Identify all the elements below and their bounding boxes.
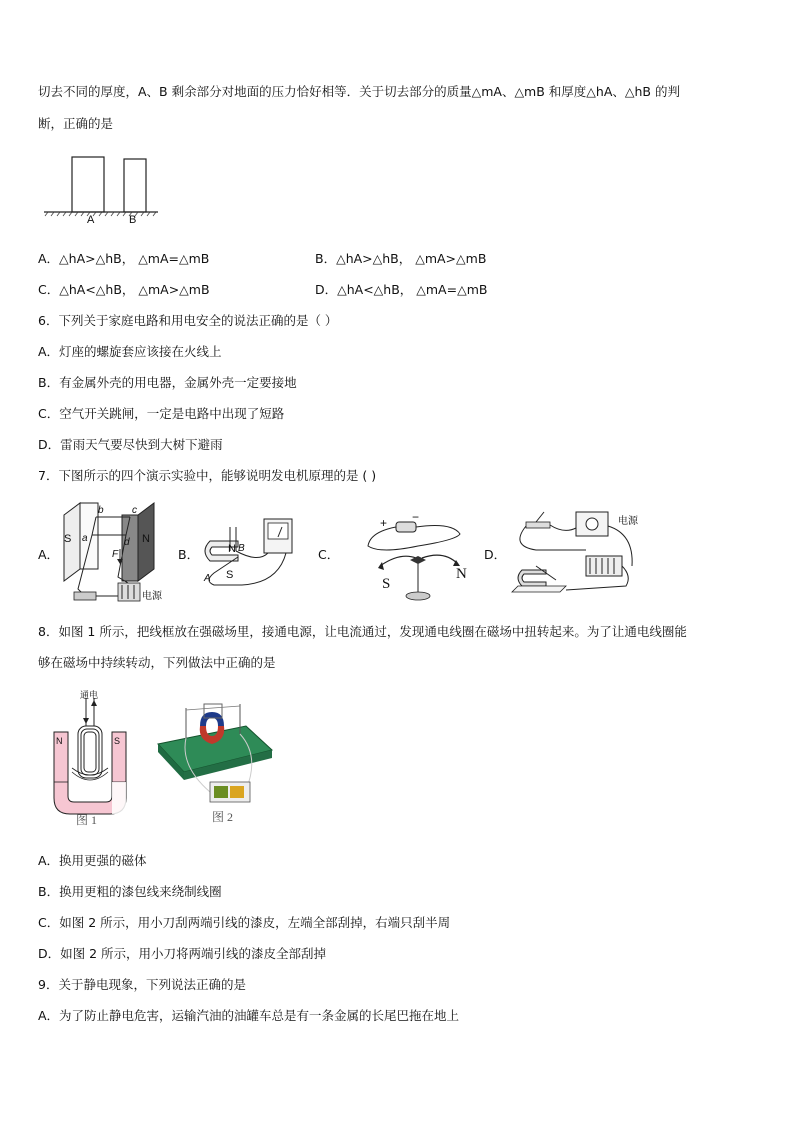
fig-c-minus: − — [412, 510, 420, 524]
q7-option-a-label[interactable]: A． — [38, 547, 60, 562]
q8-option-c[interactable]: C．如图 2 所示，用小刀刮两端引线的漆皮，左端全部刮掉，右端只刮半周 — [38, 915, 451, 930]
q5-option-d[interactable]: D．△hA<△hB， △mA=△mB — [315, 282, 488, 297]
fig-a-a: a — [82, 533, 88, 544]
q7-stem: 7．下图所示的四个演示实验中，能够说明发电机原理的是 ( ) — [38, 468, 377, 483]
q7-figure-c — [360, 510, 470, 606]
fig-a-f: F — [112, 549, 119, 560]
fig-a-d: d — [124, 537, 130, 548]
q8-option-a[interactable]: A．换用更强的磁体 — [38, 853, 147, 868]
q8-option-d[interactable]: D．如图 2 所示，用小刀将两端引线的漆皮全部刮掉 — [38, 946, 327, 961]
q6-option-c[interactable]: C．空气开关跳闸，一定是电路中出现了短路 — [38, 406, 285, 421]
fig-b-n: N — [228, 543, 236, 555]
q7-figure-a — [58, 497, 170, 609]
block-a-label: A — [87, 214, 95, 226]
q9-option-a[interactable]: A．为了防止静电危害，运输汽油的油罐车总是有一条金属的长尾巴拖在地上 — [38, 1008, 460, 1023]
q7-figure-d — [506, 506, 646, 602]
q6-option-b[interactable]: B．有金属外壳的用电器，金属外壳一定要接地 — [38, 375, 297, 390]
fig-c-plus: + — [380, 516, 388, 530]
fig1-caption: 图 1 — [76, 813, 98, 827]
q7-figure-b — [198, 513, 298, 591]
block-b-label: B — [129, 214, 137, 226]
fig1-n: N — [56, 736, 63, 746]
fig2-caption: 图 2 — [212, 810, 234, 824]
fig-c-n: N — [456, 566, 467, 582]
fig-a-c: c — [132, 505, 137, 516]
q8-figure-2 — [150, 696, 280, 824]
fig-a-s: S — [64, 533, 72, 545]
q7-option-d-label[interactable]: D． — [484, 547, 507, 562]
fig-a-n: N — [142, 533, 150, 545]
q6-option-a[interactable]: A．灯座的螺旋套应该接在火线上 — [38, 344, 222, 359]
q5-blocks-figure — [40, 152, 160, 232]
fig1-s: S — [114, 736, 121, 746]
q6-stem: 6．下列关于家庭电路和用电安全的说法正确的是（ ） — [38, 313, 338, 328]
fig-a-power: 电源 — [142, 591, 162, 602]
q7-option-b-label[interactable]: B． — [178, 547, 200, 562]
q8-stem-line2: 够在磁场中持续转动，下列做法中正确的是 — [38, 655, 276, 670]
fig-b-s: S — [226, 569, 234, 581]
q5-option-a[interactable]: A．△hA>△hB， △mA=△mB — [38, 251, 210, 266]
q9-stem: 9．关于静电现象，下列说法正确的是 — [38, 977, 246, 992]
fig-b-a: A — [204, 573, 211, 584]
fig-a-b: b — [98, 505, 104, 516]
fig-b-b: B — [238, 543, 245, 554]
q5-option-b[interactable]: B．△hA>△hB， △mA>△mB — [315, 251, 487, 266]
q8-option-b[interactable]: B．换用更粗的漆包线来绕制线圈 — [38, 884, 222, 899]
q5-option-c[interactable]: C．△hA<△hB， △mA>△mB — [38, 282, 210, 297]
fig1-tongdian: 通电 — [80, 690, 99, 700]
fig-d-power: 电源 — [618, 516, 638, 527]
q5-stem-line1: 切去不同的厚度，A、B 剩余部分对地面的压力恰好相等．关于切去部分的质量△mA、△mB 和厚度△hA、△hB 的判 — [38, 84, 680, 99]
q8-stem-line1: 8．如图 1 所示，把线框放在强磁场里，接通电源，让电流通过，发现通电线圈在磁场中扭转起来。为了让通电线圈能 — [38, 624, 687, 639]
q7-option-c-label[interactable]: C． — [318, 547, 340, 562]
q8-figure-1 — [50, 688, 130, 827]
q5-stem-line2: 断，正确的是 — [38, 116, 114, 131]
fig-c-s: S — [382, 576, 391, 592]
q6-option-d[interactable]: D．雷雨天气要尽快到大树下避雨 — [38, 437, 223, 452]
